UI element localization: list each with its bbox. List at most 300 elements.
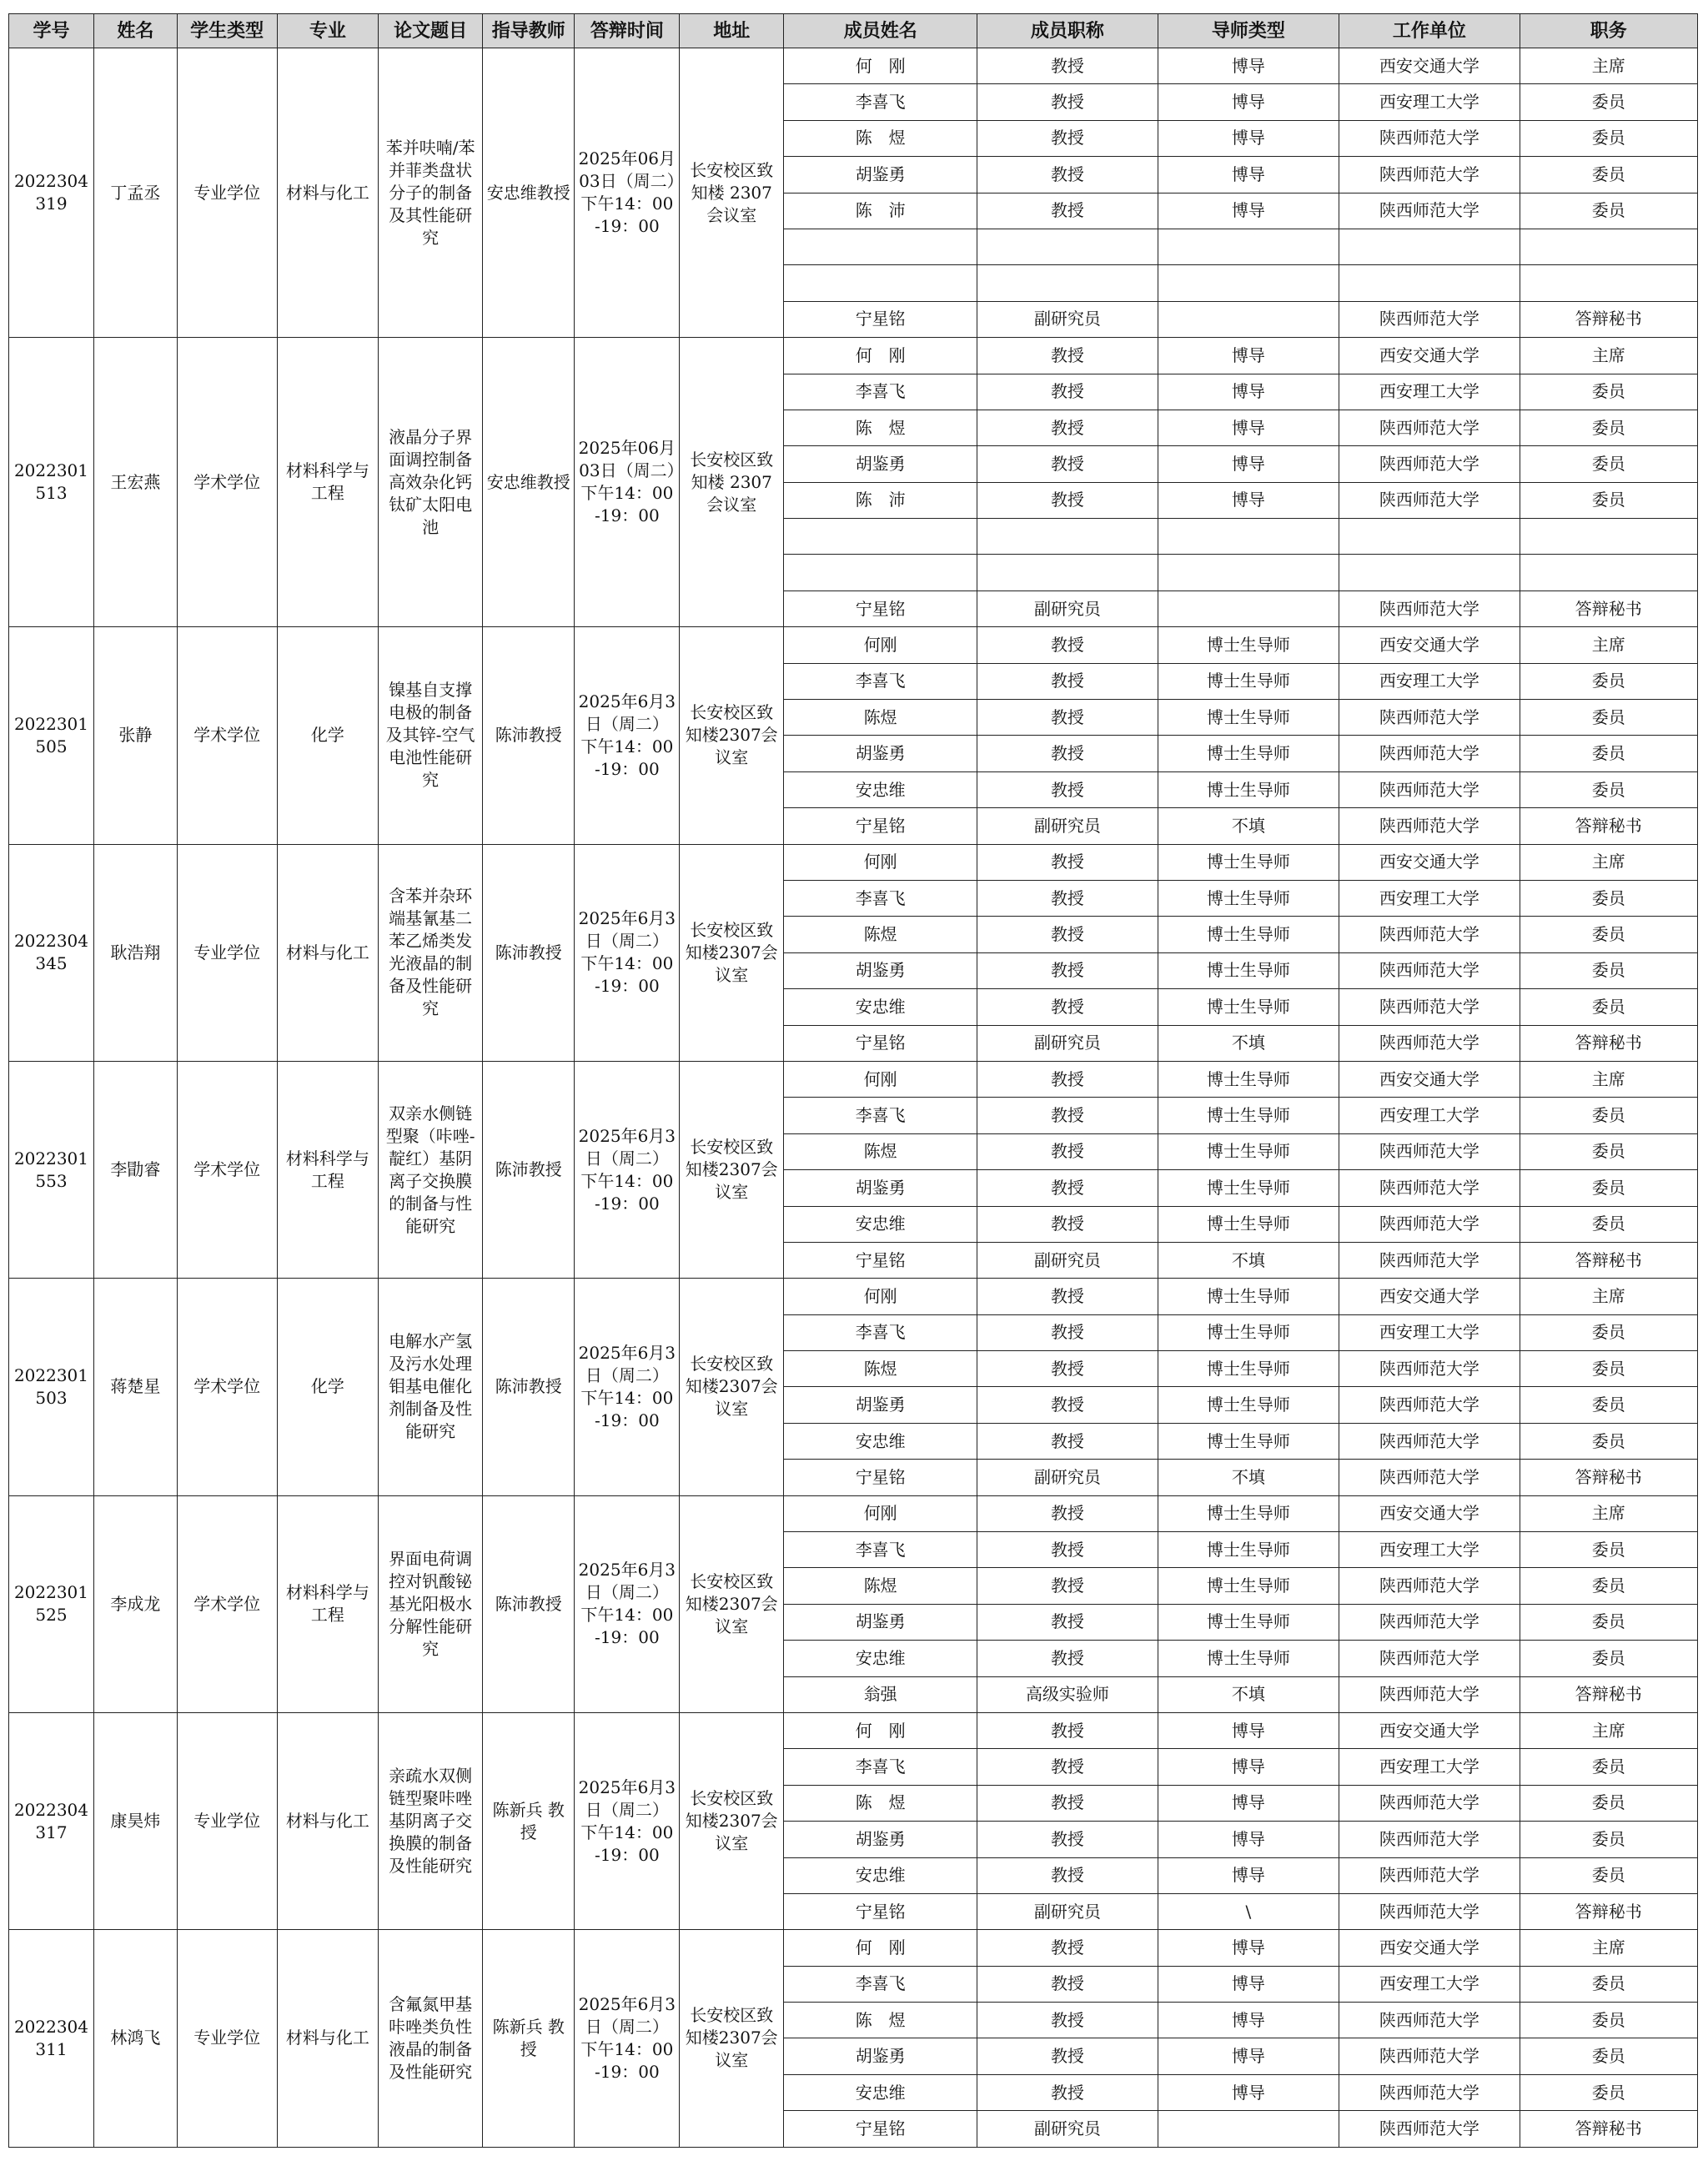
workplace: 陕西师范大学 (1339, 989, 1520, 1025)
address: 长安校区致知楼2307会议室 (680, 844, 784, 1061)
header-major: 专业 (277, 14, 379, 48)
member-title: 教授 (977, 1641, 1158, 1676)
supervisor-type: 博士生导师 (1158, 663, 1339, 699)
supervisor-type: 博导 (1158, 120, 1339, 156)
thesis-title: 电解水产氢及污水处理钼基电催化剂制备及性能研究 (379, 1279, 483, 1495)
major: 材料与化工 (277, 1930, 379, 2147)
role: 主席 (1520, 1279, 1697, 1314)
member-name: 陈 煜 (784, 1785, 977, 1821)
member-title: 教授 (977, 1568, 1158, 1604)
workplace (1339, 519, 1520, 555)
supervisor-type (1158, 2111, 1339, 2147)
thesis-title: 镍基自支撑电极的制备及其锌-空气电池性能研究 (379, 627, 483, 844)
member-title: 教授 (977, 1387, 1158, 1423)
table-row (9, 338, 1698, 374)
student-id: 2022301505 (9, 627, 94, 844)
student-name: 李成龙 (93, 1495, 177, 1712)
workplace: 西安交通大学 (1339, 627, 1520, 663)
student-type: 学术学位 (177, 627, 277, 844)
member-title: 教授 (977, 700, 1158, 736)
member-title: 教授 (977, 1170, 1158, 1206)
role: 主席 (1520, 627, 1697, 663)
header-student-id: 学号 (9, 14, 94, 48)
role: 委员 (1520, 1966, 1697, 2002)
supervisor-type: 博士生导师 (1158, 844, 1339, 880)
supervisor-type: 博士生导师 (1158, 1351, 1339, 1387)
supervisor-type: 博士生导师 (1158, 952, 1339, 988)
member-title: 教授 (977, 374, 1158, 410)
member-title: 教授 (977, 1857, 1158, 1893)
workplace: 陕西师范大学 (1339, 1893, 1520, 1929)
workplace (1339, 265, 1520, 301)
member-title: 教授 (977, 1351, 1158, 1387)
member-title: 教授 (977, 989, 1158, 1025)
member-name (784, 229, 977, 264)
member-title: 副研究员 (977, 591, 1158, 626)
supervisor-type: 博导 (1158, 1785, 1339, 1821)
workplace: 西安交通大学 (1339, 1061, 1520, 1097)
member-name: 陈煜 (784, 700, 977, 736)
role: 委员 (1520, 1568, 1697, 1604)
member-name: 何 刚 (784, 1930, 977, 1966)
member-title: 教授 (977, 1098, 1158, 1133)
table-row (9, 1495, 1698, 1531)
role: 答辩秘书 (1520, 2111, 1697, 2147)
member-name: 陈煜 (784, 1133, 977, 1169)
workplace: 西安交通大学 (1339, 338, 1520, 374)
member-name: 安忠维 (784, 1206, 977, 1242)
member-title (977, 229, 1158, 264)
member-title: 副研究员 (977, 1025, 1158, 1061)
member-name (784, 265, 977, 301)
workplace: 陕西师范大学 (1339, 446, 1520, 482)
thesis-title: 液晶分子界面调控制备高效杂化钙钛矿太阳电池 (379, 338, 483, 627)
member-title: 教授 (977, 446, 1158, 482)
student-id: 2022304319 (9, 48, 94, 338)
member-title: 教授 (977, 844, 1158, 880)
member-name: 李喜飞 (784, 1749, 977, 1785)
supervisor-type: 博士生导师 (1158, 736, 1339, 771)
member-name: 胡鉴勇 (784, 2038, 977, 2074)
workplace: 陕西师范大学 (1339, 591, 1520, 626)
defense-time: 2025年6月3日（周二）下午14：00-19：00 (575, 1495, 680, 1712)
major: 材料与化工 (277, 844, 379, 1061)
role (1520, 229, 1697, 264)
advisor: 陈沛教授 (483, 1279, 575, 1495)
workplace: 西安理工大学 (1339, 374, 1520, 410)
student-id: 2022301503 (9, 1279, 94, 1495)
supervisor-type: 不填 (1158, 808, 1339, 844)
member-name: 胡鉴勇 (784, 157, 977, 193)
supervisor-type: 不填 (1158, 1242, 1339, 1278)
member-title: 教授 (977, 1314, 1158, 1350)
workplace: 陕西师范大学 (1339, 1387, 1520, 1423)
workplace: 陕西师范大学 (1339, 1423, 1520, 1459)
role: 委员 (1520, 917, 1697, 952)
student-type: 专业学位 (177, 48, 277, 338)
member-name: 胡鉴勇 (784, 446, 977, 482)
role: 答辩秘书 (1520, 1242, 1697, 1278)
workplace: 陕西师范大学 (1339, 1641, 1520, 1676)
member-title: 教授 (977, 338, 1158, 374)
advisor: 陈沛教授 (483, 1495, 575, 1712)
member-name: 安忠维 (784, 771, 977, 807)
role: 答辩秘书 (1520, 301, 1697, 337)
role: 委员 (1520, 1387, 1697, 1423)
advisor: 陈新兵 教授 (483, 1712, 575, 1929)
member-name: 安忠维 (784, 1641, 977, 1676)
role: 答辩秘书 (1520, 808, 1697, 844)
role: 委员 (1520, 1604, 1697, 1640)
workplace: 陕西师范大学 (1339, 1604, 1520, 1640)
defense-time: 2025年6月3日（周二）下午14：00-19：00 (575, 1279, 680, 1495)
role: 委员 (1520, 410, 1697, 445)
supervisor-type: 博士生导师 (1158, 1641, 1339, 1676)
student-name: 康昊炜 (93, 1712, 177, 1929)
workplace (1339, 555, 1520, 591)
student-id: 2022301553 (9, 1061, 94, 1278)
student-name: 林鸿飞 (93, 1930, 177, 2147)
member-name: 胡鉴勇 (784, 1387, 977, 1423)
workplace: 陕西师范大学 (1339, 2038, 1520, 2074)
thesis-title: 界面电荷调控对钒酸铋基光阳极水分解性能研究 (379, 1495, 483, 1712)
workplace: 陕西师范大学 (1339, 1242, 1520, 1278)
defense-schedule-table (8, 13, 1698, 2148)
table-row (9, 1061, 1698, 1097)
workplace (1339, 229, 1520, 264)
defense-time: 2025年6月3日（周二）下午14：00-19：00 (575, 1712, 680, 1929)
member-name: 李喜飞 (784, 1532, 977, 1568)
supervisor-type: 博士生导师 (1158, 1098, 1339, 1133)
member-name: 李喜飞 (784, 1314, 977, 1350)
workplace: 陕西师范大学 (1339, 2074, 1520, 2110)
member-name: 安忠维 (784, 1423, 977, 1459)
member-title (977, 555, 1158, 591)
workplace: 陕西师范大学 (1339, 1206, 1520, 1242)
workplace: 西安交通大学 (1339, 48, 1520, 84)
supervisor-type: 博导 (1158, 410, 1339, 445)
table-body (9, 48, 1698, 2148)
table-row (9, 48, 1698, 84)
member-title: 教授 (977, 1279, 1158, 1314)
member-name: 何刚 (784, 1495, 977, 1531)
member-name: 宁星铭 (784, 2111, 977, 2147)
member-name: 陈 沛 (784, 482, 977, 518)
member-name: 宁星铭 (784, 808, 977, 844)
member-name: 胡鉴勇 (784, 1604, 977, 1640)
table-row (9, 844, 1698, 880)
header-member-name: 成员姓名 (784, 14, 977, 48)
thesis-title: 含苯并杂环端基氰基二苯乙烯类发光液晶的制备及性能研究 (379, 844, 483, 1061)
workplace: 陕西师范大学 (1339, 482, 1520, 518)
workplace: 陕西师范大学 (1339, 157, 1520, 193)
role: 主席 (1520, 1061, 1697, 1097)
member-title: 教授 (977, 917, 1158, 952)
supervisor-type: 不填 (1158, 1676, 1339, 1712)
workplace: 陕西师范大学 (1339, 120, 1520, 156)
member-title: 教授 (977, 120, 1158, 156)
defense-time: 2025年06月03日（周二）下午14：00-19：00 (575, 338, 680, 627)
supervisor-type: 不填 (1158, 1460, 1339, 1495)
student-type: 专业学位 (177, 1930, 277, 2147)
workplace: 陕西师范大学 (1339, 410, 1520, 445)
supervisor-type: 博导 (1158, 157, 1339, 193)
role: 委员 (1520, 1133, 1697, 1169)
supervisor-type: 博导 (1158, 2038, 1339, 2074)
member-name: 何 刚 (784, 338, 977, 374)
thesis-title: 双亲水侧链型聚（咔唑-靛红）基阴离子交换膜的制备与性能研究 (379, 1061, 483, 1278)
student-name: 蒋楚星 (93, 1279, 177, 1495)
supervisor-type: \ (1158, 1893, 1339, 1929)
header-role: 职务 (1520, 14, 1697, 48)
member-name: 何刚 (784, 844, 977, 880)
header-student-type: 学生类型 (177, 14, 277, 48)
member-name: 陈 沛 (784, 193, 977, 229)
address: 长安校区致知楼2307会议室 (680, 1495, 784, 1712)
role: 主席 (1520, 1930, 1697, 1966)
role: 委员 (1520, 1785, 1697, 1821)
major: 材料与化工 (277, 1712, 379, 1929)
member-name: 胡鉴勇 (784, 1170, 977, 1206)
member-name (784, 519, 977, 555)
member-name: 陈 煜 (784, 410, 977, 445)
student-id: 2022301525 (9, 1495, 94, 1712)
member-name: 翁强 (784, 1676, 977, 1712)
member-title: 教授 (977, 410, 1158, 445)
workplace: 陕西师范大学 (1339, 1676, 1520, 1712)
member-title: 教授 (977, 1061, 1158, 1097)
advisor: 安忠维教授 (483, 338, 575, 627)
supervisor-type: 博士生导师 (1158, 1387, 1339, 1423)
member-title: 教授 (977, 1206, 1158, 1242)
advisor: 陈沛教授 (483, 1061, 575, 1278)
role (1520, 265, 1697, 301)
defense-time: 2025年6月3日（周二）下午14：00-19：00 (575, 844, 680, 1061)
supervisor-type (1158, 229, 1339, 264)
role: 委员 (1520, 1351, 1697, 1387)
member-title: 教授 (977, 482, 1158, 518)
header-advisor: 指导教师 (483, 14, 575, 48)
role: 委员 (1520, 700, 1697, 736)
member-title: 教授 (977, 1712, 1158, 1748)
header-address: 地址 (680, 14, 784, 48)
role: 委员 (1520, 1822, 1697, 1857)
role: 主席 (1520, 48, 1697, 84)
address: 长安校区致知楼 2307会议室 (680, 338, 784, 627)
member-name: 宁星铭 (784, 1893, 977, 1929)
supervisor-type: 博士生导师 (1158, 1604, 1339, 1640)
header-workplace: 工作单位 (1339, 14, 1520, 48)
workplace: 陕西师范大学 (1339, 1460, 1520, 1495)
supervisor-type: 博导 (1158, 482, 1339, 518)
supervisor-type (1158, 555, 1339, 591)
supervisor-type: 博导 (1158, 2074, 1339, 2110)
role: 委员 (1520, 1170, 1697, 1206)
header-supervisor-type: 导师类型 (1158, 14, 1339, 48)
member-name: 宁星铭 (784, 591, 977, 626)
role: 委员 (1520, 1206, 1697, 1242)
member-name: 安忠维 (784, 2074, 977, 2110)
address: 长安校区致知楼 2307会议室 (680, 48, 784, 338)
member-title: 教授 (977, 736, 1158, 771)
workplace: 西安理工大学 (1339, 1966, 1520, 2002)
advisor: 陈新兵 教授 (483, 1930, 575, 2147)
supervisor-type: 博导 (1158, 2003, 1339, 2038)
advisor: 陈沛教授 (483, 844, 575, 1061)
role: 委员 (1520, 193, 1697, 229)
workplace: 陕西师范大学 (1339, 1025, 1520, 1061)
member-title: 教授 (977, 1495, 1158, 1531)
member-name: 宁星铭 (784, 1025, 977, 1061)
member-title (977, 519, 1158, 555)
workplace: 陕西师范大学 (1339, 917, 1520, 952)
member-name: 陈 煜 (784, 120, 977, 156)
member-title: 教授 (977, 84, 1158, 120)
role: 答辩秘书 (1520, 1460, 1697, 1495)
member-title: 教授 (977, 2003, 1158, 2038)
role: 委员 (1520, 1423, 1697, 1459)
header-defense-time: 答辩时间 (575, 14, 680, 48)
member-name: 陈煜 (784, 917, 977, 952)
supervisor-type: 博士生导师 (1158, 917, 1339, 952)
table-row (9, 1279, 1698, 1314)
address: 长安校区致知楼2307会议室 (680, 627, 784, 844)
header-name: 姓名 (93, 14, 177, 48)
student-id: 2022304345 (9, 844, 94, 1061)
member-title: 教授 (977, 193, 1158, 229)
role: 答辩秘书 (1520, 1025, 1697, 1061)
role: 委员 (1520, 1314, 1697, 1350)
student-type: 学术学位 (177, 1279, 277, 1495)
workplace: 陕西师范大学 (1339, 193, 1520, 229)
role: 委员 (1520, 736, 1697, 771)
student-type: 专业学位 (177, 844, 277, 1061)
student-type: 学术学位 (177, 1495, 277, 1712)
role: 委员 (1520, 482, 1697, 518)
thesis-title: 苯并呋喃/苯并菲类盘状分子的制备及其性能研究 (379, 48, 483, 338)
table-row (9, 627, 1698, 663)
supervisor-type: 博士生导师 (1158, 1314, 1339, 1350)
supervisor-type: 博士生导师 (1158, 1423, 1339, 1459)
member-title: 教授 (977, 952, 1158, 988)
member-name: 何刚 (784, 1061, 977, 1097)
member-title: 教授 (977, 880, 1158, 916)
role: 委员 (1520, 2074, 1697, 2110)
supervisor-type (1158, 301, 1339, 337)
workplace: 西安理工大学 (1339, 1314, 1520, 1350)
defense-time: 2025年6月3日（周二）下午14：00-19：00 (575, 1061, 680, 1278)
member-title: 教授 (977, 157, 1158, 193)
member-name: 李喜飞 (784, 374, 977, 410)
member-title: 副研究员 (977, 1460, 1158, 1495)
supervisor-type: 博士生导师 (1158, 1568, 1339, 1604)
workplace: 西安理工大学 (1339, 1749, 1520, 1785)
member-name: 陈煜 (784, 1351, 977, 1387)
student-name: 王宏燕 (93, 338, 177, 627)
workplace: 西安交通大学 (1339, 1712, 1520, 1748)
header-row (9, 14, 1698, 48)
student-id: 2022304317 (9, 1712, 94, 1929)
supervisor-type: 博导 (1158, 48, 1339, 84)
role: 主席 (1520, 338, 1697, 374)
supervisor-type: 博士生导师 (1158, 1133, 1339, 1169)
role: 委员 (1520, 157, 1697, 193)
member-name: 李喜飞 (784, 880, 977, 916)
member-name: 陈 煜 (784, 2003, 977, 2038)
member-title: 教授 (977, 663, 1158, 699)
table-row (9, 1930, 1698, 1966)
advisor: 安忠维教授 (483, 48, 575, 338)
member-name: 何刚 (784, 1279, 977, 1314)
member-title: 教授 (977, 1532, 1158, 1568)
member-title: 教授 (977, 48, 1158, 84)
member-name: 安忠维 (784, 1857, 977, 1893)
member-name: 李喜飞 (784, 84, 977, 120)
member-name: 何 刚 (784, 48, 977, 84)
major: 材料科学与工程 (277, 1061, 379, 1278)
member-title: 教授 (977, 1604, 1158, 1640)
member-title: 副研究员 (977, 2111, 1158, 2147)
role: 委员 (1520, 84, 1697, 120)
student-name: 李勖睿 (93, 1061, 177, 1278)
member-title: 教授 (977, 2074, 1158, 2110)
workplace: 陕西师范大学 (1339, 1822, 1520, 1857)
supervisor-type: 博导 (1158, 1857, 1339, 1893)
supervisor-type: 博士生导师 (1158, 1532, 1339, 1568)
address: 长安校区致知楼2307会议室 (680, 1279, 784, 1495)
workplace: 陕西师范大学 (1339, 2003, 1520, 2038)
supervisor-type: 博士生导师 (1158, 771, 1339, 807)
student-name: 丁孟丞 (93, 48, 177, 338)
supervisor-type: 博士生导师 (1158, 1170, 1339, 1206)
workplace: 西安理工大学 (1339, 1098, 1520, 1133)
major: 材料科学与工程 (277, 338, 379, 627)
workplace: 陕西师范大学 (1339, 1170, 1520, 1206)
workplace: 西安交通大学 (1339, 1930, 1520, 1966)
member-title: 教授 (977, 627, 1158, 663)
role: 委员 (1520, 1749, 1697, 1785)
workplace: 陕西师范大学 (1339, 2111, 1520, 2147)
member-name: 李喜飞 (784, 663, 977, 699)
member-title: 教授 (977, 771, 1158, 807)
defense-time: 2025年6月3日（周二）下午14：00-19：00 (575, 1930, 680, 2147)
supervisor-type: 博士生导师 (1158, 880, 1339, 916)
member-title: 高级实验师 (977, 1676, 1158, 1712)
major: 材料科学与工程 (277, 1495, 379, 1712)
student-id: 2022304311 (9, 1930, 94, 2147)
member-title: 教授 (977, 1966, 1158, 2002)
header-member-title: 成员职称 (977, 14, 1158, 48)
student-type: 学术学位 (177, 338, 277, 627)
workplace: 西安理工大学 (1339, 1532, 1520, 1568)
role: 委员 (1520, 2003, 1697, 2038)
supervisor-type: 博士生导师 (1158, 1206, 1339, 1242)
member-name: 何刚 (784, 627, 977, 663)
role: 委员 (1520, 1857, 1697, 1893)
header-thesis-title: 论文题目 (379, 14, 483, 48)
address: 长安校区致知楼2307会议室 (680, 1930, 784, 2147)
member-title: 教授 (977, 1423, 1158, 1459)
supervisor-type (1158, 265, 1339, 301)
member-name: 何 刚 (784, 1712, 977, 1748)
supervisor-type: 博士生导师 (1158, 989, 1339, 1025)
workplace: 陕西师范大学 (1339, 808, 1520, 844)
role (1520, 519, 1697, 555)
supervisor-type: 博士生导师 (1158, 1061, 1339, 1097)
workplace: 陕西师范大学 (1339, 1351, 1520, 1387)
supervisor-type: 博导 (1158, 1749, 1339, 1785)
role: 主席 (1520, 844, 1697, 880)
